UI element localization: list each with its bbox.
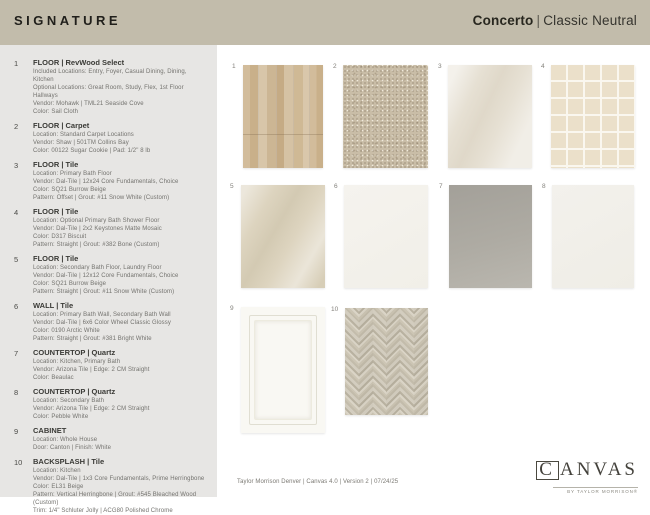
swatch-quartz-beaulac	[449, 185, 532, 288]
collection-separator: |	[536, 13, 541, 28]
swatch-number: 7	[439, 183, 443, 190]
item-detail: Vendor: Arizona Tile | Edge: 2 CM Straight	[33, 406, 150, 412]
item-detail: Vendor: Arizona Tile | Edge: 2 CM Straight	[33, 367, 150, 373]
item-detail: Vendor: Dal-Tile | 12x24 Core Fundamentals, Choice	[33, 179, 179, 185]
herringbone-stripe	[373, 308, 387, 415]
item-category: COUNTERTOP | Quartz	[33, 387, 116, 396]
item-detail: Trim: 1/4" Schluter Jolly | ACG80 Polished Chrome	[33, 508, 173, 514]
header-bar	[0, 0, 650, 45]
spec-item-countertop-secondary	[14, 387, 209, 421]
herringbone-stripe	[414, 308, 428, 415]
item-detail: Location: Secondary Bath Floor, Laundry Floor	[33, 265, 162, 271]
spec-item-backsplash	[14, 457, 209, 515]
item-detail: Location: Kitchen	[33, 468, 81, 474]
herringbone-stripe	[345, 308, 359, 415]
swatch-number: 9	[230, 305, 234, 312]
item-detail: Color: Pebble White	[33, 414, 89, 420]
item-detail: Vendor: Dal-Tile | 12x12 Core Fundamentals, Choice	[33, 273, 179, 279]
item-detail: Location: Primary Bath Wall, Secondary Bath Wall	[33, 312, 171, 318]
swatch-backsplash-herringbone	[345, 308, 428, 415]
item-detail: Location: Secondary Bath	[33, 398, 105, 404]
spec-item-floor-tile-primary	[14, 160, 209, 202]
swatch-number: 5	[230, 183, 234, 190]
item-category: FLOOR | RevWood Select	[33, 58, 125, 67]
brand-title: SIGNATURE	[14, 13, 122, 28]
item-detail: Pattern: Vertical Herringbone | Grout: #545 Bleached Wood (Custom)	[33, 492, 197, 506]
item-detail: Color: 0190 Arctic White	[33, 328, 100, 334]
palette-name: Classic Neutral	[543, 13, 637, 28]
item-detail: Color: SQ21 Burrow Beige	[33, 281, 107, 287]
swatch-wall-tile	[344, 185, 428, 288]
swatch-wood-floor	[243, 65, 323, 168]
item-detail: Vendor: Dal-Tile | 2x2 Keystones Matte Mosaic	[33, 226, 162, 232]
item-number: 1	[14, 59, 19, 68]
item-detail: Color: Beaulac	[33, 375, 74, 381]
spec-item-cabinet	[14, 426, 209, 452]
swatch-secondary-bath-tile	[241, 185, 325, 288]
collection-name: Concerto	[472, 13, 534, 28]
item-category: FLOOR | Tile	[33, 254, 79, 263]
item-detail: Pattern: Straight | Grout: #11 Snow White (Custom)	[33, 289, 175, 295]
item-category: COUNTERTOP | Quartz	[33, 348, 116, 357]
item-number: 5	[14, 255, 19, 264]
spec-item-floor-tile-shower	[14, 207, 209, 249]
canvas-logo-letters: ANVAS	[559, 459, 638, 480]
footer-credit: Taylor Morrison Denver | Canvas 4.0 | Version 2 | 07/24/25	[237, 479, 399, 485]
item-detail: Color: 00122 Sugar Cookie | Pad: 1/2" 8 lb	[33, 148, 151, 154]
item-number: 9	[14, 427, 19, 436]
item-category: WALL | Tile	[33, 301, 74, 310]
item-detail: Pattern: Offset | Grout: #11 Snow White (Custom)	[33, 195, 170, 201]
item-category: FLOOR | Tile	[33, 160, 79, 169]
item-category: CABINET	[33, 426, 67, 435]
canvas-logo-boxed-letter: C	[536, 461, 559, 480]
item-detail: Vendor: Shaw | 501TM Collins Bay	[33, 140, 129, 146]
item-detail: Pattern: Straight | Grout: #381 Bright White	[33, 336, 152, 342]
item-category: BACKSPLASH | Tile	[33, 457, 105, 466]
spec-item-floor-carpet	[14, 121, 209, 155]
swatch-mosaic-tile	[551, 65, 635, 168]
swatch-number: 4	[541, 63, 545, 70]
herringbone-stripe	[386, 308, 400, 415]
item-detail: Location: Kitchen, Primary Bath	[33, 359, 121, 365]
item-number: 2	[14, 122, 19, 131]
item-detail: Included Locations: Entry, Foyer, Casual Dining, Dining, Kitchen	[33, 69, 187, 83]
item-detail: Color: Sail Cloth	[33, 109, 79, 115]
spec-item-wall-tile	[14, 301, 209, 343]
canvas-logo	[536, 460, 638, 498]
swatch-primary-bath-tile	[448, 65, 532, 168]
item-detail: Optional Locations: Great Room, Study, Flex, 1st Floor Hallways	[33, 85, 184, 99]
item-detail: Location: Standard Carpet Locations	[33, 132, 134, 138]
swatch-number: 1	[232, 63, 236, 70]
spec-item-floor-tile-secondary	[14, 254, 209, 296]
spec-list-panel	[0, 45, 217, 514]
herringbone-stripe	[359, 308, 373, 415]
item-detail: Door: Canton | Finish: White	[33, 445, 112, 451]
item-detail: Location: Optional Primary Bath Shower Floor	[33, 218, 160, 224]
item-detail: Vendor: Dal-Tile | 6x6 Color Wheel Classic Glossy	[33, 320, 171, 326]
item-detail: Pattern: Straight | Grout: #382 Bone (Custom)	[33, 242, 160, 248]
item-category: FLOOR | Tile	[33, 207, 79, 216]
item-detail: Vendor: Mohawk | TML21 Seaside Cove	[33, 101, 144, 107]
item-number: 6	[14, 302, 19, 311]
item-number: 7	[14, 349, 19, 358]
spec-item-countertop-kitchen	[14, 348, 209, 382]
canvas-logo-subtext: BY TAYLOR MORRISON®	[553, 487, 638, 494]
canvas-logo-wordmark	[536, 460, 638, 480]
item-detail: Location: Whole House	[33, 437, 98, 443]
collection-title	[473, 13, 637, 28]
swatch-cabinet-door	[241, 307, 325, 433]
swatch-number: 10	[331, 306, 339, 313]
item-number: 8	[14, 388, 19, 397]
item-number: 4	[14, 208, 19, 217]
herringbone-stripe	[400, 308, 414, 415]
item-category: FLOOR | Carpet	[33, 121, 90, 130]
item-number: 10	[14, 458, 23, 467]
item-detail: Color: EL31 Beige	[33, 484, 84, 490]
item-detail: Color: D317 Biscuit	[33, 234, 87, 240]
swatch-number: 2	[333, 63, 337, 70]
item-detail: Vendor: Dal-Tile | 1x3 Core Fundamentals, Prime Herringbone	[33, 476, 205, 482]
spec-item-floor-revwood	[14, 58, 209, 116]
item-detail: Color: SQ21 Burrow Beige	[33, 187, 107, 193]
item-number: 3	[14, 161, 19, 170]
swatch-number: 8	[542, 183, 546, 190]
swatch-carpet	[343, 65, 428, 168]
swatch-number: 3	[438, 63, 442, 70]
swatch-number: 6	[334, 183, 338, 190]
item-detail: Location: Primary Bath Floor	[33, 171, 112, 177]
swatch-quartz-pebble-white	[552, 185, 634, 288]
